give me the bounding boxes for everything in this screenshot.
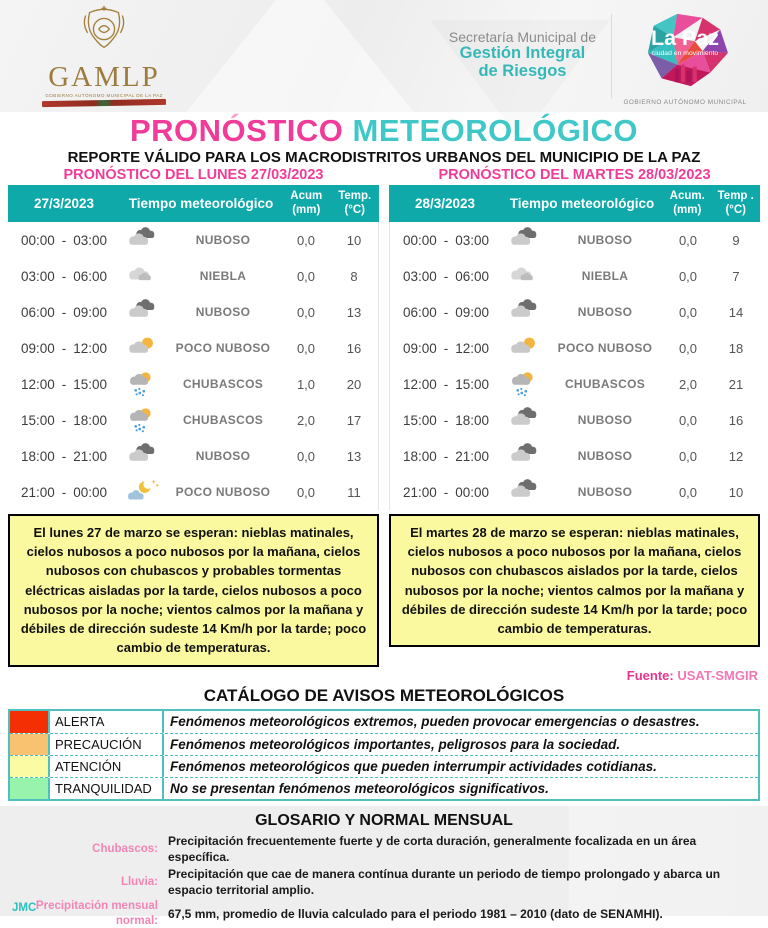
source-value: USAT-SMGIR — [677, 667, 758, 683]
partly-night-icon — [120, 479, 164, 506]
forecast-title: PRONÓSTICO DEL LUNES 27/03/2023 — [63, 167, 324, 183]
forecast-summary: El martes 28 de marzo se esperan: nieblas matinales, cielos nubosos a poco nubosos por la mañana, cielos nubosos con chubascos aislados por la tarde, cielos nubosos por la noche; vientos calmos por la mañana y débiles de dirección sudeste 14 Km/h por la tarde; poco cambio de temperaturas. — [389, 514, 760, 647]
column-acum: Acum (mm) — [290, 190, 323, 216]
forecast-title: PRONÓSTICO DEL MARTES 28/03/2023 — [438, 167, 711, 183]
forecast-row — [8, 438, 378, 474]
glosario-definition: Precipitación frecuentemente fuerte y de corta duración, generalmente focalizada en un área específica. — [168, 833, 697, 864]
time-range: 00:00 - 03:00 — [20, 232, 108, 248]
catalogo-row — [10, 711, 758, 733]
acum-value: 0,0 — [678, 304, 698, 320]
fog-icon — [502, 263, 546, 290]
lapaz-logo — [620, 8, 750, 106]
forecast-row — [8, 258, 378, 294]
condition-label: NUBOSO — [577, 305, 633, 319]
acum-value: 0,0 — [296, 268, 316, 284]
page-title-part2: METEOROLÓGICO — [352, 113, 639, 148]
background-polygon — [180, 0, 420, 120]
secretaria-line1: Secretaría Municipal de — [448, 29, 596, 45]
svg-text:La Paz: La Paz — [650, 26, 720, 51]
forecast-rows — [8, 222, 379, 510]
level-description: Fenómenos meteorológicos importantes, peligrosos para la sociedad. — [170, 736, 621, 752]
cloudy-icon — [502, 443, 546, 470]
cloudy-icon — [502, 299, 546, 326]
column-temp: Temp . (°C) — [717, 190, 754, 216]
cloudy-icon — [502, 227, 546, 254]
forecast-row — [8, 330, 378, 366]
level-name: ALERTA — [48, 711, 164, 733]
temp-value: 11 — [347, 484, 361, 500]
condition-label: POCO NUBOSO — [557, 341, 653, 355]
cloudy-icon — [502, 407, 546, 434]
level-name: PRECAUCIÓN — [48, 734, 164, 755]
condition-label: POCO NUBOSO — [175, 485, 271, 499]
level-description: No se presentan fenómenos meteorológicos significativos. — [170, 780, 549, 796]
level-color-swatch — [10, 711, 48, 733]
catalogo-row — [10, 755, 758, 777]
acum-value: 0,0 — [296, 232, 316, 248]
partly-day-icon — [120, 335, 164, 362]
showers-day-icon — [502, 371, 546, 398]
glosario-entry — [0, 899, 768, 928]
forecast-row — [390, 222, 760, 258]
forecast-table-header — [389, 185, 760, 222]
author-initials: JMC — [12, 901, 37, 914]
source-label: Fuente: — [626, 667, 674, 683]
condition-label: POCO NUBOSO — [175, 341, 271, 355]
condition-label: NUBOSO — [195, 233, 251, 247]
showers-day-icon — [120, 371, 164, 398]
secretaria-line3: de Riesgos — [478, 61, 567, 80]
level-description: Fenómenos meteorológicos que pueden interrumpir actividades cotidianas. — [170, 758, 657, 774]
column-weather: Tiempo meteorológico — [509, 196, 655, 211]
forecast-row — [390, 330, 760, 366]
temp-value: 13 — [346, 448, 362, 464]
level-description: Fenómenos meteorológicos extremos, pueden provocar emergencias o desastres. — [170, 714, 700, 730]
catalogo-row — [10, 733, 758, 755]
glosario-entry — [0, 866, 768, 898]
glosario-entry — [0, 833, 768, 865]
acum-value: 0,0 — [296, 484, 316, 500]
acum-value: 0,0 — [296, 304, 316, 320]
acum-value: 0,0 — [296, 340, 316, 356]
cloudy-icon — [120, 443, 164, 470]
forecast-row — [8, 366, 378, 402]
cloudy-icon — [120, 299, 164, 326]
forecast-row — [390, 474, 760, 510]
level-name: ATENCIÓN — [48, 756, 164, 777]
header-divider — [611, 14, 612, 98]
page-subtitle: REPORTE VÁLIDO PARA LOS MACRODISTRITOS URBANOS DEL MUNICIPIO DE LA PAZ — [67, 149, 701, 166]
gamlp-ribbon-icon — [42, 99, 166, 107]
time-range: 15:00 - 18:00 — [402, 412, 490, 428]
gamlp-wordmark: GAMLP — [48, 61, 160, 93]
acum-value: 2,0 — [678, 376, 698, 392]
page-title-part1: PRONÓSTICO — [129, 113, 344, 148]
cloudy-icon — [120, 227, 164, 254]
time-range: 21:00 - 00:00 — [20, 484, 108, 500]
lapaz-caption: GOBIERNO AUTÓNOMO MUNICIPAL — [623, 99, 747, 106]
partly-day-icon — [502, 335, 546, 362]
acum-value: 2,0 — [296, 412, 316, 428]
cloudy-icon — [502, 479, 546, 506]
level-color-swatch — [10, 778, 48, 799]
time-range: 18:00 - 21:00 — [402, 448, 490, 464]
time-range: 03:00 - 06:00 — [20, 268, 108, 284]
temp-value: 9 — [732, 232, 740, 248]
temp-value: 13 — [346, 304, 362, 320]
gamlp-caption: GOBIERNO AUTÓNOMO MUNICIPAL DE LA PAZ — [45, 93, 163, 98]
condition-label: NUBOSO — [577, 413, 633, 427]
temp-value: 16 — [346, 340, 362, 356]
time-range: 09:00 - 12:00 — [20, 340, 108, 356]
acum-value: 0,0 — [678, 484, 698, 500]
temp-value: 8 — [350, 268, 358, 284]
condition-label: NUBOSO — [577, 233, 633, 247]
condition-label: NUBOSO — [577, 449, 633, 463]
time-range: 12:00 - 15:00 — [20, 376, 108, 392]
catalogo-table — [8, 709, 760, 801]
condition-label: CHUBASCOS — [564, 377, 646, 391]
column-temp: Temp. (°C) — [338, 190, 372, 216]
forecast-row — [390, 402, 760, 438]
forecast-panel-tuesday — [389, 167, 760, 667]
column-weather: Tiempo meteorológico — [128, 196, 274, 211]
forecast-row — [8, 474, 378, 510]
condition-label: NUBOSO — [195, 449, 251, 463]
gamlp-crest-icon — [75, 43, 133, 60]
forecast-panels — [0, 167, 768, 667]
forecast-row — [8, 294, 378, 330]
glosario-term: Lluvia: — [120, 876, 158, 889]
temp-value: 14 — [728, 304, 744, 320]
source-line — [0, 667, 768, 684]
level-name: TRANQUILIDAD — [48, 778, 164, 799]
level-color-swatch — [10, 756, 48, 777]
secretaria-line2: Gestión Integral — [459, 44, 586, 63]
secretaria-block — [449, 30, 596, 81]
gamlp-logo — [14, 4, 194, 106]
acum-value: 0,0 — [678, 448, 698, 464]
time-range: 06:00 - 09:00 — [20, 304, 108, 320]
time-range: 03:00 - 06:00 — [402, 268, 490, 284]
temp-value: 18 — [728, 340, 744, 356]
acum-value: 0,0 — [678, 268, 698, 284]
svg-text:ciudad en movimiento: ciudad en movimiento — [651, 49, 719, 57]
forecast-row — [390, 258, 760, 294]
forecast-row — [390, 438, 760, 474]
acum-value: 1,0 — [296, 376, 316, 392]
column-acum: Acum. (mm) — [669, 190, 705, 216]
glosario-definition: 67,5 mm, promedio de lluvia calculado para el periodo 1981 – 2010 (dato de SENAMHI). — [168, 906, 663, 921]
forecast-row — [390, 366, 760, 402]
temp-value: 20 — [346, 376, 362, 392]
condition-label: CHUBASCOS — [182, 413, 264, 427]
temp-value: 7 — [732, 268, 740, 284]
condition-label: NUBOSO — [195, 305, 251, 319]
time-range: 06:00 - 09:00 — [402, 304, 490, 320]
fog-icon — [120, 263, 164, 290]
glosario-term: Chubascos: — [92, 842, 158, 855]
report-header — [0, 0, 768, 112]
glosario-definition: Precipitación que cae de manera contínua durante un periodo de tiempo prolongado y abarca un espacio territorial amplio. — [168, 867, 721, 898]
glosario-term: Precipitación mensual normal: — [35, 900, 158, 927]
condition-label: NUBOSO — [577, 485, 633, 499]
temp-value: 10 — [346, 232, 362, 248]
time-range: 12:00 - 15:00 — [402, 376, 490, 392]
temp-value: 10 — [728, 484, 744, 500]
lapaz-mosaic-icon — [626, 8, 744, 92]
level-color-swatch — [10, 734, 48, 755]
forecast-panel-monday — [8, 167, 379, 667]
condition-label: NIEBLA — [581, 269, 629, 283]
time-range: 09:00 - 12:00 — [402, 340, 490, 356]
forecast-table-header — [8, 185, 379, 222]
acum-value: 0,0 — [296, 448, 316, 464]
forecast-row — [8, 222, 378, 258]
time-range: 21:00 - 00:00 — [402, 484, 490, 500]
time-range: 18:00 - 21:00 — [20, 448, 108, 464]
glosario-entries — [0, 833, 768, 928]
acum-value: 0,0 — [678, 232, 698, 248]
forecast-summary: El lunes 27 de marzo se esperan: nieblas matinales, cielos nubosos a poco nubosos por la mañana, cielos nubosos con chubascos y probables tormentas eléctricas aisladas por la tarde, cielos nubosos a poco nubosos por la noche; vientos calmos por la mañana y débiles de dirección sudeste 14 Km/h por la tarde; poco cambio de temperaturas. — [8, 514, 379, 667]
forecast-row — [8, 402, 378, 438]
temp-value: 21 — [728, 376, 744, 392]
condition-label: CHUBASCOS — [182, 377, 264, 391]
time-range: 00:00 - 03:00 — [402, 232, 490, 248]
forecast-rows — [389, 222, 760, 510]
catalogo-row — [10, 777, 758, 799]
temp-value: 17 — [346, 412, 362, 428]
temp-value: 16 — [728, 412, 744, 428]
column-date: 28/3/2023 — [414, 196, 476, 211]
forecast-row — [390, 294, 760, 330]
time-range: 15:00 - 18:00 — [20, 412, 108, 428]
temp-value: 12 — [728, 448, 744, 464]
showers-day-icon — [120, 407, 164, 434]
acum-value: 0,0 — [678, 412, 698, 428]
column-date: 27/3/2023 — [33, 196, 95, 211]
condition-label: NIEBLA — [199, 269, 247, 283]
acum-value: 0,0 — [678, 340, 698, 356]
glosario-section — [0, 806, 768, 927]
glosario-title: GLOSARIO Y NORMAL MENSUAL — [255, 811, 513, 829]
catalogo-title: CATÁLOGO DE AVISOS METEOROLÓGICOS — [203, 685, 565, 705]
